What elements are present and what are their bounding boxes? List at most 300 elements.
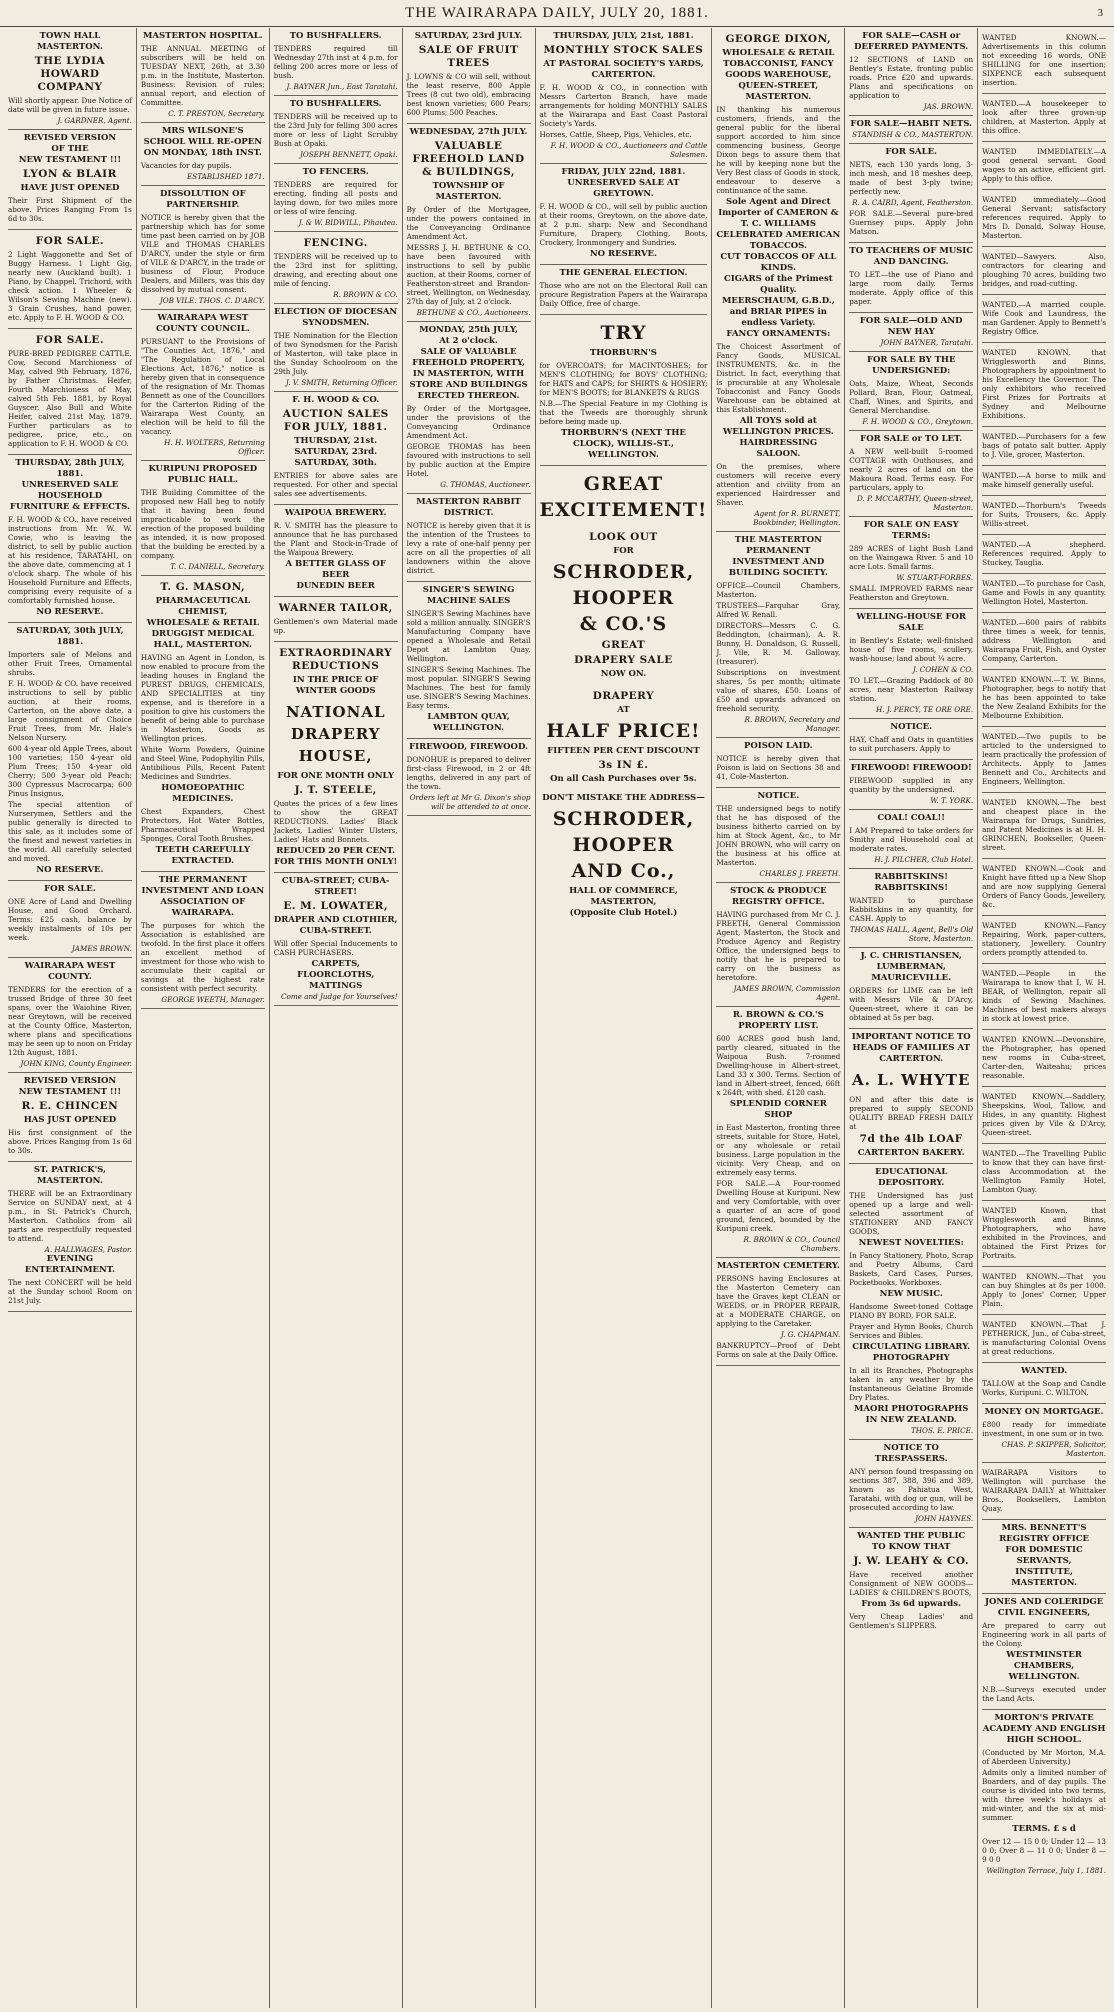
body-text: TENDERS required till Wednesday 27th inst at 4 p.m. for felling 200 acres more or less of bush. bbox=[273, 44, 398, 80]
body-text: WANTED.—Two pupils to be articled to the undersigned to learn practically the profession of Architects. Apply to James Bennett and Co., Architects and Engineers, Wellington. bbox=[982, 732, 1107, 786]
body-text: Have received another Consignment of NEW GOODS—LADIES' & CHILDREN'S BOOTS, bbox=[849, 1570, 974, 1597]
body-text: Will shortly appear. Due Notice of date will be given in future issue. bbox=[8, 96, 132, 114]
heading: SCHRODER, bbox=[552, 808, 695, 830]
body-text: WANTED.—A shepherd. References required. Apply to Stuckey, Tauglia. bbox=[982, 540, 1107, 567]
heading: HAVE JUST OPENED bbox=[20, 183, 120, 193]
columns bbox=[4, 28, 1110, 2008]
signature: CHAS. P. SKIPPER, Solicitor, Masterton. bbox=[1001, 1440, 1107, 1458]
heading: FRIDAY, JULY 22nd, 1881. bbox=[561, 167, 686, 177]
body-text: HAVING an Agent in London, is now enabled to procure from the leading houses in England the PUREST DRUGS, CHEMICALS, AND SPECIALITIES at tiny expense, and is therefore in a position to give his customers the benefit of being able to purchase in Masterton, Goods as Wellington prices. bbox=[140, 653, 265, 743]
body-text: F. H. WOOD & CO. have received instructions to sell by public auction, at their rooms, Carterton, on the above date, a large consignment of Choice Fruit Trees, from Mr. Hale's Nelson Nursery. bbox=[8, 679, 132, 742]
heading: A. L. WHYTE bbox=[852, 1071, 971, 1089]
body-text: WANTED KNOWN.—Saddlery, Sheepskins, Wool, Tallow, and Hides, in any quantity. Highest prices given by Vile & D'Arcy, Queen-street. bbox=[982, 1092, 1107, 1137]
heading: AT PASTORAL SOCIETY'S YARDS, CARTERTON. bbox=[543, 59, 704, 80]
body-text: SINGER'S Sewing Machines have sold a million annually. SINGER'S Manufacturing Company have opened a Wholesale and Retail Depot at Lambton Quay, Wellington. bbox=[406, 609, 531, 663]
signature: A. HALLWAGES, Pastor. bbox=[44, 1245, 132, 1254]
heading: FOR SALE. bbox=[44, 884, 96, 894]
heading: TERMS. £ s d bbox=[1012, 1824, 1076, 1834]
body-text: ONE Acre of Land and Dwelling House, and Good Orchard. Terms: £25 cash, balance by weekly instalments of 10s per week. bbox=[8, 897, 132, 942]
heading: FOR SALE. bbox=[35, 235, 105, 247]
heading: HOMOEOPATHIC MEDICINES. bbox=[161, 783, 245, 804]
ad-bridge-tender bbox=[8, 958, 132, 1073]
heading: GEORGE DIXON, bbox=[725, 33, 832, 45]
heading: THE MASTERTON PERMANENT INVESTMENT AND BUILDING SOCIETY. bbox=[728, 535, 828, 578]
column-1 bbox=[4, 28, 137, 2008]
ad-dissolution bbox=[141, 186, 265, 310]
heading: THORBURN'S bbox=[589, 348, 657, 358]
heading: THORBURN'S (NEXT THE CLOCK), WILLIS-ST., WELLINGTON. bbox=[560, 428, 686, 460]
body-text: 289 ACRES of Light Bush Land on the Waingawa River. 5 and 10 acre Lots. Small farms. bbox=[849, 544, 974, 571]
signature: R. BROWN & CO. bbox=[333, 290, 398, 299]
heading: A BETTER GLASS OF BEER bbox=[285, 559, 386, 580]
ad-visitors bbox=[982, 1463, 1106, 1520]
ad-firewood-york bbox=[849, 760, 973, 810]
body-text: in East Masterton, fronting three streets, suitable for Store, Hotel, or any wholesale or retail business. Large population in the vicinity. Very Cheap, and on extremely easy terms. bbox=[716, 1123, 841, 1177]
ad-wanted-w25 bbox=[982, 1315, 1106, 1363]
heading: EXTRAORDINARY REDUCTIONS bbox=[279, 647, 393, 672]
body-text: TENDERS will be received up to the 23rd July for felling 300 acres more or less of Light Scrubby Bush at Opaki. bbox=[273, 112, 398, 148]
body-text: F. H. WOOD & CO., have received instructions from Mr. W. W. Cowie, who is leaving the district, to sell by public auction at his residence, TARATAHI, on the above date, commencing at 1 o'clock sharp. The whole of his Household Furniture and Effects, comprising every requisite of a comfortably furnished house. bbox=[8, 515, 132, 605]
ad-cottage-let bbox=[849, 431, 973, 517]
heading: MONDAY, 25th JULY, bbox=[419, 325, 518, 335]
heading: WANTED. bbox=[1020, 1366, 1068, 1376]
heading: PHOTOGRAPHY bbox=[872, 1353, 950, 1363]
body-text: WANTED IMMEDIATELY.—A good general servant. Good wages to an active, efficient girl. Apply to this office. bbox=[982, 147, 1107, 183]
ad-fruit-trees-sale bbox=[407, 28, 531, 124]
signature: C. T. PRESTON, Secretary. bbox=[168, 109, 265, 118]
heading: FOR SALE. bbox=[885, 147, 938, 157]
heading: FOR bbox=[613, 546, 634, 556]
signature: JOSEPH BENNETT, Opaki. bbox=[299, 150, 398, 159]
heading: REVISED VERSION bbox=[23, 1076, 117, 1086]
body-text: WANTED.—The Travelling Public to know that they can have first-class Accommodation at the Wellington Family Hotel, Lambton Quay. bbox=[982, 1149, 1107, 1194]
heading: HALF PRICE! bbox=[546, 720, 701, 742]
ad-for-sale-waggonette bbox=[8, 230, 132, 329]
body-text: J. LOWNS & CO will sell, without the least reserve, 800 Apple Trees (8 cut two old), embracing best known varieties; 600 Pears; 600 Plums; 500 Peaches. bbox=[406, 72, 531, 117]
heading: R. BROWN & CO.'S PROPERTY LIST. bbox=[732, 1010, 824, 1031]
heading: CIVIL ENGINEERS, bbox=[997, 1608, 1091, 1618]
heading: CARPETS, FLOORCLOTHS, MATTINGS bbox=[297, 959, 375, 991]
heading: 3s IN £. bbox=[598, 759, 649, 771]
heading: F. H. WOOD & CO. bbox=[292, 395, 380, 405]
body-text: THE Building Committee of the proposed new Hall beg to notify that it having been found impracticable to work the erection of the proposed building as intended, it is now proposed that the building be erected by a company. bbox=[140, 488, 265, 560]
signature: R. BROWN, Secretary and Manager. bbox=[744, 715, 841, 733]
heading: TRY bbox=[600, 322, 647, 344]
ad-lydia-howard bbox=[8, 28, 132, 130]
heading: CARTERTON BAKERY. bbox=[857, 1148, 965, 1158]
heading: HOOPER bbox=[572, 587, 675, 609]
heading: THURSDAY, JULY, 21st, 1881. bbox=[553, 31, 694, 41]
heading: THURSDAY, 21st. bbox=[294, 436, 378, 446]
heading: NO RESERVE. bbox=[36, 607, 104, 617]
heading: GREAT bbox=[583, 473, 664, 495]
heading: At 2 o'clock. bbox=[439, 336, 498, 346]
heading: DRAPERY SALE bbox=[574, 654, 673, 666]
ad-fencing bbox=[274, 232, 398, 304]
body-text: R. V. SMITH has the pleasure to announce that he has purchased the Plant and Stock-in-Trade of the Waipoua Brewery. bbox=[273, 521, 398, 557]
body-text: WANTED.—To purchase for Cash, Game and Fowls in any quantity. Wellington Hotel, Masterton. bbox=[982, 579, 1107, 606]
heading: IN NEW ZEALAND. bbox=[865, 1415, 957, 1425]
ad-tallow bbox=[982, 1363, 1106, 1404]
body-text: 600 ACRES good bush land, partly cleared, situated in the Waipoua Bush. 7-roomed Dwelling-house in Albert-street, Land 33 x 300. Terms. Section of land in Albert-street, fenced, 66ft x 264ft, with shed. £120 cash. bbox=[716, 1034, 841, 1097]
ad-nets bbox=[849, 144, 973, 243]
heading: HOOPER bbox=[572, 834, 675, 856]
heading: On all Cash Purchases over 5s. bbox=[550, 774, 697, 784]
body-text: The purposes for which the Association is established are twofold. In the first place it offers an excellent method of investment for those who wish to accumulate their capital or savings at the highest rate consistent with perfect security. bbox=[140, 921, 265, 993]
signature: Wellington Terrace, July 1, 1881. bbox=[986, 1866, 1107, 1875]
heading: IMPORTANT NOTICE TO HEADS OF FAMILIES AT CARTERTON. bbox=[851, 1032, 971, 1064]
body-text: Horses, Cattle, Sheep, Pigs, Vehicles, etc. bbox=[539, 130, 692, 139]
heading: GREAT bbox=[601, 639, 646, 651]
ad-wanted-w12 bbox=[982, 574, 1106, 613]
ad-whyte-bakery bbox=[849, 1029, 973, 1164]
heading: LAMBTON QUAY, WELLINGTON. bbox=[427, 712, 510, 733]
body-text: N.B.—The Special Feature in my Clothing is that the Tweeds are thoroughly shrunk before being made up. bbox=[539, 399, 708, 426]
heading: REVISED VERSION bbox=[23, 133, 117, 143]
ad-wanted-w1 bbox=[982, 28, 1106, 94]
body-text: WANTED KNOWN.—The best and cheapest place in the Wairarapa for Drugs, Sundries, and Patent Medicines is at H. H. GRINCHEN, Bookseller, Queen-street. bbox=[982, 798, 1107, 852]
ad-depository bbox=[849, 1164, 973, 1440]
body-text: THE Undersigned has just opened up a large and well-selected assortment of STATIONERY AND FANCY GOODS, bbox=[849, 1191, 974, 1236]
ad-wanted-w18 bbox=[982, 916, 1106, 964]
signature: JAMES BROWN. bbox=[71, 944, 132, 953]
heading: J. C. CHRISTIANSEN, LUMBERMAN, MAURICEVILLE. bbox=[860, 951, 962, 983]
body-text: PURE-BRED PEDIGREE CATTLE. Cow, Second Marchioness of May, calved 9th February, 1876, by Father Christmas. Heifer, Fourth Marchioness of May, calved 5th Feb. 1881, by Royal Guyscer. Also Bull and White Heifer, calved 21st May, 1879. Further particulars as to pedigree, price, etc., on application to F. H. WOOD & CO. bbox=[8, 349, 132, 448]
body-text: Are prepared to carry out Engineering work in all parts of the Colony. bbox=[982, 1621, 1107, 1648]
heading: J. T. STEELE, bbox=[294, 784, 377, 796]
signature: Orders left at Mr G. Dixon's shop will be attended to at once. bbox=[409, 793, 531, 811]
ad-wanted-w14 bbox=[982, 670, 1106, 727]
body-text: DONOHUE is prepared to deliver first-class Firewood, in 2 or 4ft lengths, delivered in any part of the town. bbox=[406, 755, 531, 791]
heading: FOR SALE. bbox=[35, 334, 105, 346]
heading: MASTERTON HOSPITAL. bbox=[142, 31, 263, 41]
body-text: Their First Shipment of the above. Prices Ranging From 1s 6d to 30s. bbox=[8, 196, 132, 223]
body-text: N.B.—Surveys executed under the Land Acts. bbox=[982, 1685, 1107, 1703]
body-text: SMALL IMPROVED FARMS near Featherston and Greytown. bbox=[849, 584, 974, 602]
heading: TOWNSHIP OF MASTERTON. bbox=[432, 181, 505, 202]
heading: SATURDAY, 30th. bbox=[294, 458, 377, 468]
ad-coal bbox=[849, 810, 973, 869]
signature: BETHUNE & CO., Auctioneers. bbox=[416, 308, 531, 317]
ad-wanted-w16 bbox=[982, 793, 1106, 859]
heading: NOTICE. bbox=[757, 791, 800, 801]
body-text: ORDERS for LIME can be left with Messrs Vile & D'Arcy, Queen-street, where it can be obtained at 5s per bag. bbox=[849, 986, 974, 1022]
body-text: FOR SALE.—Several pure-bred Guernsey pups. Apply John Matson. bbox=[849, 209, 974, 236]
heading: FOR SALE BY THE UNDERSIGNED: bbox=[866, 355, 956, 376]
body-text: FIREWOOD supplied in any quantity by the undersigned. bbox=[849, 776, 974, 794]
body-text: On the premises, where customers will receive every attention and civility from an experienced Hairdresser and Shaver. bbox=[716, 462, 841, 507]
ad-wanted-w5 bbox=[982, 247, 1106, 295]
heading: MRS WILSONE'S SCHOOL WILL RE-OPEN ON MONDAY, 18th INST. bbox=[143, 126, 262, 158]
heading: FIFTEEN PER CENT DISCOUNT bbox=[547, 746, 700, 756]
heading: DRAPER AND CLOTHIER, CUBA-STREET. bbox=[273, 915, 398, 936]
body-text: Gentlemen's own Material made up. bbox=[273, 617, 398, 635]
heading: FOR SALE—OLD AND NEW HAY bbox=[859, 316, 963, 337]
body-text: Over 12 — 15 0 0; Under 12 — 13 0 0; Over 8 — 11 0 0; Under 8 — 9 0 0 bbox=[982, 1837, 1107, 1864]
body-text: I AM Prepared to take orders for Smithy and Household coal at moderate rates. bbox=[849, 826, 974, 853]
heading: FANCY ORNAMENTS: bbox=[726, 329, 831, 339]
body-text: The special attention of Nurserymen, Settlers and the public generally is directed to this sale, as it includes some of the finest and newest varieties in the world. All carefully selected and moved. bbox=[8, 800, 132, 863]
signature: CHARLES J. FREETH. bbox=[759, 869, 841, 878]
ad-land-sale bbox=[8, 881, 132, 958]
ad-wanted-w7 bbox=[982, 343, 1106, 427]
body-text: NETS, each 130 yards long, 3-inch mesh, and 18 meshes deep, made of best 3-ply twine; perfectly new. bbox=[849, 160, 974, 196]
heading: HAIRDRESSING SALOON. bbox=[739, 438, 818, 459]
body-text: FOR SALE.—A Four-roomed Dwelling House at Kuripuni. New and very Comfortable, with over a quarter of an acre of good ground, fenced, bounded by the Kuripuni creek. bbox=[716, 1179, 841, 1233]
signature: R. A. CAIRD, Agent, Featherston. bbox=[852, 198, 974, 207]
heading: CIGARS of the Primest Quality. bbox=[723, 274, 833, 295]
ad-lyon-blair bbox=[8, 130, 132, 230]
heading: SATURDAY, 23rd JULY. bbox=[414, 31, 523, 41]
heading: POISON LAID. bbox=[744, 741, 813, 751]
signature: ESTABLISHED 1871. bbox=[187, 172, 265, 181]
heading: REDUCED 20 PER CENT. FOR THIS MONTH ONLY! bbox=[274, 846, 398, 867]
ad-firewood-donohue bbox=[407, 739, 531, 816]
body-text: WANTED KNOWN.—That J. PETHERICK, Jun., of Cuba-street, is manufacturing Colonial Ovens at great reductions. bbox=[982, 1320, 1107, 1356]
signature: JOHN BAYNER, Taratahi. bbox=[880, 338, 974, 347]
column-6 bbox=[712, 28, 845, 2008]
heading: NO RESERVE. bbox=[589, 249, 657, 259]
body-text: OFFICE—Council Chambers, Masterton. bbox=[716, 581, 841, 599]
heading: FENCING. bbox=[303, 237, 368, 249]
body-text: PERSONS having Enclosures at the Masterton Cemetery can have the Graves kept CLEAN or WEEDS, or in PROPER REPAIR, at a MODERATE CHARGE, on applying to the Caretaker. bbox=[716, 1274, 841, 1328]
heading: INSTITUTE, MASTERTON. bbox=[1011, 1567, 1077, 1588]
body-text: THE undersigned begs to notify that he has disposed of the business hitherto carried on by him at Stock Agent, &c., to Mr JOHN BROWN, who will carry on the business at his office at Masterton. bbox=[716, 804, 841, 867]
signature: J. GARDNER, Agent. bbox=[57, 116, 132, 125]
heading: SALE OF FRUIT TREES bbox=[418, 44, 519, 69]
heading: FOR SALE ON EASY TERMS: bbox=[863, 520, 959, 541]
heading: NO RESERVE. bbox=[36, 865, 104, 875]
body-text: Admits only a limited number of Boarders, and of day pupils. The course is divided into two terms, with three week's holidays at mid-winter, and the six at mid-summer. bbox=[982, 1768, 1107, 1822]
ad-lime bbox=[849, 948, 973, 1029]
body-text: Chest Expanders, Chest Protectors, Hot Water Bottles, Pharmaceutical Wrapped Sponges, Coral Tooth Brushes. bbox=[140, 807, 265, 843]
body-text: WANTED immediately.—Good General Servant; satisfactory references required. Apply to Mrs D. Donald, Solway House, Masterton. bbox=[982, 195, 1107, 240]
heading: WHOLESALE & RETAIL DRUGGIST MEDICAL HALL, MASTERTON. bbox=[146, 618, 259, 650]
body-text: WANTED.—A housekeeper to look after three grown-up children, at Masterton. Apply at this office. bbox=[982, 99, 1107, 135]
heading: All TOYS sold at WELLINGTON PRICES. bbox=[722, 416, 834, 437]
heading: FOR SALE—CASH or DEFERRED PAYMENTS. bbox=[854, 31, 969, 52]
body-text: F. H. WOOD & CO., will sell by public auction at their rooms, Greytown, on the above date, at 2 p.m. sharp: New and Secondhand Furniture, Drapery, Clothing, Boots, Crockery, Ironmongery and Sundries. bbox=[539, 202, 708, 247]
signature: JOHN HAYNES. bbox=[915, 1514, 974, 1523]
body-text: (Conducted by Mr Morton, M.A. of Aberdeen University.) bbox=[982, 1748, 1107, 1766]
heading: E. M. LOWATER, bbox=[283, 900, 389, 912]
heading: VALUABLE FREEHOLD LAND & BUILDINGS, bbox=[412, 140, 525, 178]
ad-waipoua-brewery bbox=[274, 505, 398, 597]
body-text: GEORGE THOMAS has been favoured with instructions to sell by public auction at the Empire Hotel. bbox=[406, 442, 531, 478]
signature: H. H. WOLTERS, Returning Officer. bbox=[164, 438, 265, 456]
signature: D. P. MCCARTHY, Queen-street, Masterton. bbox=[857, 494, 974, 512]
signature: THOMAS HALL, Agent, Bell's Old Store, Masterton. bbox=[849, 925, 974, 943]
body-text: TO LET.—Grazing Paddock of 80 acres, near Masterton Railway station. bbox=[849, 676, 974, 703]
body-text: The Choicest Assortment of Fancy Goods, MUSICAL INSTRUMENTS, &c. in the District. In fact, everything that is procurable at any Wholesale Tobacconist and Fancy Goods Warehouse can be obtained at this Establishment. bbox=[716, 342, 841, 414]
signature: J. COHEN & CO. bbox=[912, 665, 974, 674]
body-text: WANTED—Sawyers. Also, contractors for clearing and ploughing 70 acres, building two bridges, and road-cutting. bbox=[982, 252, 1107, 288]
heading: UNRESERVED SALE HOUSEHOLD FURNITURE & EFFECTS. bbox=[9, 480, 130, 512]
heading: HAS JUST OPENED bbox=[23, 1115, 117, 1125]
heading: FIREWOOD, FIREWOOD. bbox=[409, 742, 528, 752]
body-text: In all its Branches, Photographs taken in any weather by the Instantaneous Gelatine Bromide Dry Plates. bbox=[849, 1366, 974, 1402]
heading: THE PERMANENT INVESTMENT AND LOAN ASSOCIATION OF WAIRARAPA. bbox=[141, 875, 265, 918]
body-text: 12 SECTIONS of LAND on Bentley's Estate, fronting public roads. Price £20 and upwards. Plans and specifications on application to bbox=[849, 55, 974, 100]
body-text: TALLOW at the Soap and Candle Works, Kuripuni. C. WILTON. bbox=[982, 1379, 1107, 1397]
body-text: IN thanking his numerous customers, friends, and the general public for the liberal support accorded to him since commencing business, George Dixon begs to assure them that he will by keeping none but the Very Best class of Goods in stock, endeavour to deserve a continuance of the same. bbox=[716, 105, 841, 195]
heading: COAL! COAL!! bbox=[877, 813, 946, 823]
heading: R. E. CHINCEN bbox=[21, 1100, 119, 1112]
heading: NOTICE TO TRESPASSERS. bbox=[874, 1443, 948, 1464]
column-5 bbox=[536, 28, 713, 2008]
heading: CUT TOBACCOS OF ALL KINDS. bbox=[720, 252, 837, 273]
body-text: F. H. WOOD & CO., in connection with Messrs Carterton Branch, have made arrangements for holding MONTHLY SALES at the Wairarapa and East Coast Pastoral Society's Yards. bbox=[539, 83, 708, 128]
body-text: WANTED KNOWN.—T. W. Binns, Photographer, begs to notify that he has been appointed to take the New Zealand Exhibits for the Melbourne Exhibition. bbox=[982, 675, 1107, 720]
body-text: for OVERCOATS; for MACINTOSHES; for MEN'S CLOTHING; for BOYS' CLOTHING; for HATS and CAPS; for SHIRTS & HOSIERY; for MEN'S BOOTS; for BLANKETS & RUGS bbox=[539, 361, 708, 397]
ad-auction-sales bbox=[274, 392, 398, 505]
heading: UNRESERVED SALE AT GREYTOWN. bbox=[567, 178, 680, 199]
ad-property-list bbox=[716, 1007, 840, 1258]
heading: TO BUSHFALLERS. bbox=[289, 99, 382, 109]
body-text: BANKRUPTCY—Proof of Debt Forms on sale at the Daily Office. bbox=[716, 1341, 841, 1359]
heading: SALE OF VALUABLE FREEHOLD PROPERTY, IN MASTERTON, WITH STORE AND BUILDINGS ERECTED THEREON. bbox=[409, 347, 528, 401]
heading: From 3s 6d upwards. bbox=[861, 1599, 961, 1609]
heading: SCHRODER, bbox=[552, 561, 695, 583]
heading: FOR SALE—HABIT NETS. bbox=[850, 119, 972, 129]
heading: EVENING ENTERTAINMENT. bbox=[24, 1254, 115, 1275]
ad-wanted-w8 bbox=[982, 427, 1106, 466]
ad-cemetery bbox=[716, 1258, 840, 1366]
signature: G. THOMAS, Auctioneer. bbox=[440, 480, 531, 489]
heading: CELEBRATED AMERICAN TOBACCOS. bbox=[716, 230, 841, 251]
body-text: ENTRIES for above sales are requested. For other and special sales see advertisements. bbox=[273, 471, 398, 498]
heading: SATURDAY, 30th JULY, 1881. bbox=[16, 626, 124, 647]
heading: EXCITEMENT! bbox=[539, 499, 708, 521]
heading: WAIPOUA BREWERY. bbox=[284, 508, 387, 518]
ad-wanted-w9 bbox=[982, 466, 1106, 496]
ad-singer bbox=[407, 582, 531, 739]
signature: T. C. DANIELL, Secretary. bbox=[170, 562, 265, 571]
heading: (Opposite Club Hotel.) bbox=[569, 908, 678, 918]
column-3 bbox=[270, 28, 403, 2008]
ad-wanted-w24 bbox=[982, 1267, 1106, 1315]
body-text: Those who are not on the Electoral Roll can procure Registration Papers at the Wairarapa Daily Office, free of charge. bbox=[539, 281, 708, 308]
heading: Sole Agent and Direct Importer of CAMERON & T. C. WILLIAMS bbox=[718, 197, 839, 229]
body-text: By Order of the Mortgagee, under the powers contained in the Conveyancing Ordinance Amendment Act. bbox=[406, 205, 531, 241]
body-text: TENDERS are required for erecting, finding all posts and laying down, for two miles more or less of wire fencing. bbox=[273, 180, 398, 216]
ad-wanted-w22 bbox=[982, 1144, 1106, 1201]
ad-permanent-investment bbox=[141, 872, 265, 1009]
heading: CIRCULATING LIBRARY. bbox=[852, 1342, 971, 1352]
ad-stock-sales bbox=[540, 28, 708, 164]
heading: MORTON'S PRIVATE ACADEMY AND ENGLISH HIGH SCHOOL. bbox=[982, 1713, 1106, 1745]
body-text: NOTICE is hereby given that it is the intention of the Trustees to levy a rate of one-half penny per acre on all the properties of all landowners within the above district. bbox=[406, 521, 531, 575]
body-text: TENDERS for the erection of a trussed Bridge of three 30 feet spans, over the Waiohine River, near Greytown, will be received at the County Office, Masterton, where plans and specifications may be seen up to noon on Friday 12th August, 1881. bbox=[8, 985, 132, 1057]
heading: MRS. BENNETT'S REGISTRY OFFICE bbox=[999, 1523, 1089, 1544]
signature: J. G. CHAPMAN. bbox=[780, 1330, 841, 1339]
body-text: WANTED KNOWN.—Devonshire, the Photographer, has opened new rooms in Cuba-street, Carter-den, Waiteahu; prices reasonable. bbox=[982, 1035, 1107, 1080]
page-number: 3 bbox=[1097, 7, 1104, 19]
signature: Agent for R. BURNETT, Bookbinder, Wellington. bbox=[753, 509, 841, 527]
heading: TEETH CAREFULLY EXTRACTED. bbox=[155, 845, 251, 866]
heading: NEW TESTAMENT !!! bbox=[18, 1087, 122, 1097]
heading: DRAPERY bbox=[592, 690, 655, 702]
ad-freehold-land bbox=[407, 124, 531, 322]
ad-wanted-w11 bbox=[982, 535, 1106, 574]
body-text: 600 4-year old Apple Trees, about 100 varieties; 150 4-year old Plum Trees; 150 4-year old Cherry; 500 3-year old Peach; 300 Cypressus Macrocarpa; 600 Pinus Insignus. bbox=[8, 744, 132, 798]
body-text: THE Nomination for the Election of two Synodsmen for the Parish of Masterton, will take place in the Sunday Schoolroom on the 29th July. bbox=[273, 331, 398, 376]
heading: WAIRARAPA WEST COUNTY. bbox=[24, 961, 116, 982]
heading: MEERSCHAUM, G.B.D., and BRIAR PIPES in endless Variety. bbox=[721, 296, 835, 328]
ad-synodsmen bbox=[274, 304, 398, 392]
body-text: WANTED.—Purchasers for a few bags of potato salt butter. Apply to J. Vile, grocer, Masterton. bbox=[982, 432, 1107, 459]
ad-engineers bbox=[982, 1594, 1106, 1710]
heading: DON'T MISTAKE THE ADDRESS— bbox=[542, 793, 705, 803]
heading: AND Co., bbox=[571, 860, 676, 882]
heading: TO TEACHERS OF MUSIC AND DANCING. bbox=[849, 246, 974, 267]
ad-morton-academy bbox=[982, 1710, 1106, 1879]
body-text: WANTED KNOWN.—Advertisements in this column not exceeding 16 words, ONE SHILLING for one insertion; SIXPENCE each subsequent insertion. bbox=[982, 33, 1107, 87]
body-text: TO LET.—the use of Piano and large room daily. Terms moderate. Apply office of this paper. bbox=[849, 270, 974, 306]
body-text: A NEW well-built 5-roomed COTTAGE with Outhouses, and nearly 2 acres of land on the Makoura Road. Terms easy. For particulars, apply to bbox=[849, 447, 974, 492]
body-text: MESSRS J. H. BETHUNE & CO. have been favoured with instructions to sell by public auction, at their Rooms, corner of Featherston-street and Brandon-street, Wellington, on Wednesday, 27th day of July, at 2 o'clock. bbox=[406, 243, 531, 306]
body-text: £800 ready for immediate investment, in one sum or in two. bbox=[982, 1420, 1107, 1438]
signature: R. BROWN & CO., Council Chambers. bbox=[743, 1235, 841, 1253]
ad-land-easy-terms bbox=[849, 517, 973, 609]
body-text: His first consignment of the above. Prices Ranging from 1s 6d to 30s. bbox=[8, 1128, 132, 1155]
body-text: By Order of the Mortgagee, under the provisions of the Conveyancing Ordinance Amendment Act. bbox=[406, 404, 531, 440]
heading: AUCTION SALES FOR JULY, 1881. bbox=[282, 408, 389, 433]
heading: FOR ONE MONTH ONLY bbox=[277, 771, 395, 781]
body-text: WANTED.—A horse to milk and make himself generally useful. bbox=[982, 471, 1107, 489]
signature: W. STUART-FORBES. bbox=[896, 573, 974, 582]
ad-schroder-hooper bbox=[540, 466, 708, 923]
heading: THE GENERAL ELECTION. bbox=[559, 268, 688, 278]
body-text: DIRECTORS—Messrs C. G. Beddington, (chairman), A. R. Bunny, H. Donaldson, G. Russell, J. Vile, R. M. Galloway, (treasurer). bbox=[716, 621, 841, 666]
body-text: Will offer Special Inducements to CASH PURCHASERS. bbox=[273, 939, 398, 957]
body-text: The next CONCERT will be held at the Sunday school Room on 21st July. bbox=[8, 1278, 132, 1305]
body-text: WANTED KNOWN.—Fancy Repairing, Work, paper-cutters, stationery, Jewellery. Country orders promptly attended to. bbox=[982, 921, 1107, 957]
ad-wilsone-school bbox=[141, 123, 265, 186]
signature: W. T. YORK. bbox=[930, 796, 974, 805]
ad-notice-freeth bbox=[716, 788, 840, 883]
ad-wanted-w10 bbox=[982, 496, 1106, 535]
signature: J. V. SMITH, Returning Officer. bbox=[285, 378, 398, 387]
body-text: THE ANNUAL MEETING of subscribers will be held on TUESDAY NEXT, 26th, at 3.30 p.m. in the Institute, Masterton. Business: Revision of rules; annual report, and election of Committee. bbox=[140, 44, 265, 107]
ad-bushfallers-1 bbox=[274, 28, 398, 96]
ad-greytown-sale bbox=[540, 164, 708, 265]
heading: MONTHLY STOCK SALES bbox=[543, 44, 704, 56]
heading: FOR SALE or TO LET. bbox=[860, 434, 963, 444]
heading: WANTED THE PUBLIC TO KNOW THAT bbox=[857, 1531, 966, 1552]
signature: JOB VILE. THOS. C. D'ARCY. bbox=[159, 296, 265, 305]
heading: THE LYDIA HOWARD COMPANY bbox=[34, 55, 106, 93]
heading: DUNEDIN BEER bbox=[296, 581, 375, 591]
heading: STOCK & PRODUCE REGISTRY OFFICE. bbox=[730, 886, 827, 907]
heading: WAIRARAPA WEST COUNTY COUNCIL. bbox=[155, 313, 250, 334]
heading: JONES AND COLERIDGE bbox=[984, 1597, 1104, 1607]
ad-wanted-w6 bbox=[982, 295, 1106, 343]
body-text: Oats, Maize, Wheat, Seconds Pollard, Bran, Flour, Oatmeal, Chaff, Wines, and Spirits, and General Merchandise. bbox=[849, 379, 974, 415]
column-2 bbox=[137, 28, 270, 2008]
body-text: WANTED KNOWN, that Wrigglesworth and Binns, Photographers by appointment to his Excellency the Governor. The only exhibitors who received First Prizes for Portraits at Sydney and Melbourne Exhibitions. bbox=[982, 348, 1107, 420]
ad-fruit-trees bbox=[8, 623, 132, 881]
ad-registry bbox=[716, 883, 840, 1007]
heading: AT bbox=[617, 705, 630, 715]
ad-bushfallers-2 bbox=[274, 96, 398, 164]
heading: RABBITSKINS! RABBITSKINS! bbox=[874, 872, 948, 893]
heading: NOTICE. bbox=[890, 722, 933, 732]
body-text: HAY, Chaff and Oats in quantities to suit purchasers. Apply to bbox=[849, 735, 974, 753]
ad-rabbit-district bbox=[407, 494, 531, 582]
heading: TO BUSHFALLERS. bbox=[289, 31, 382, 41]
ad-council-election bbox=[141, 310, 265, 461]
